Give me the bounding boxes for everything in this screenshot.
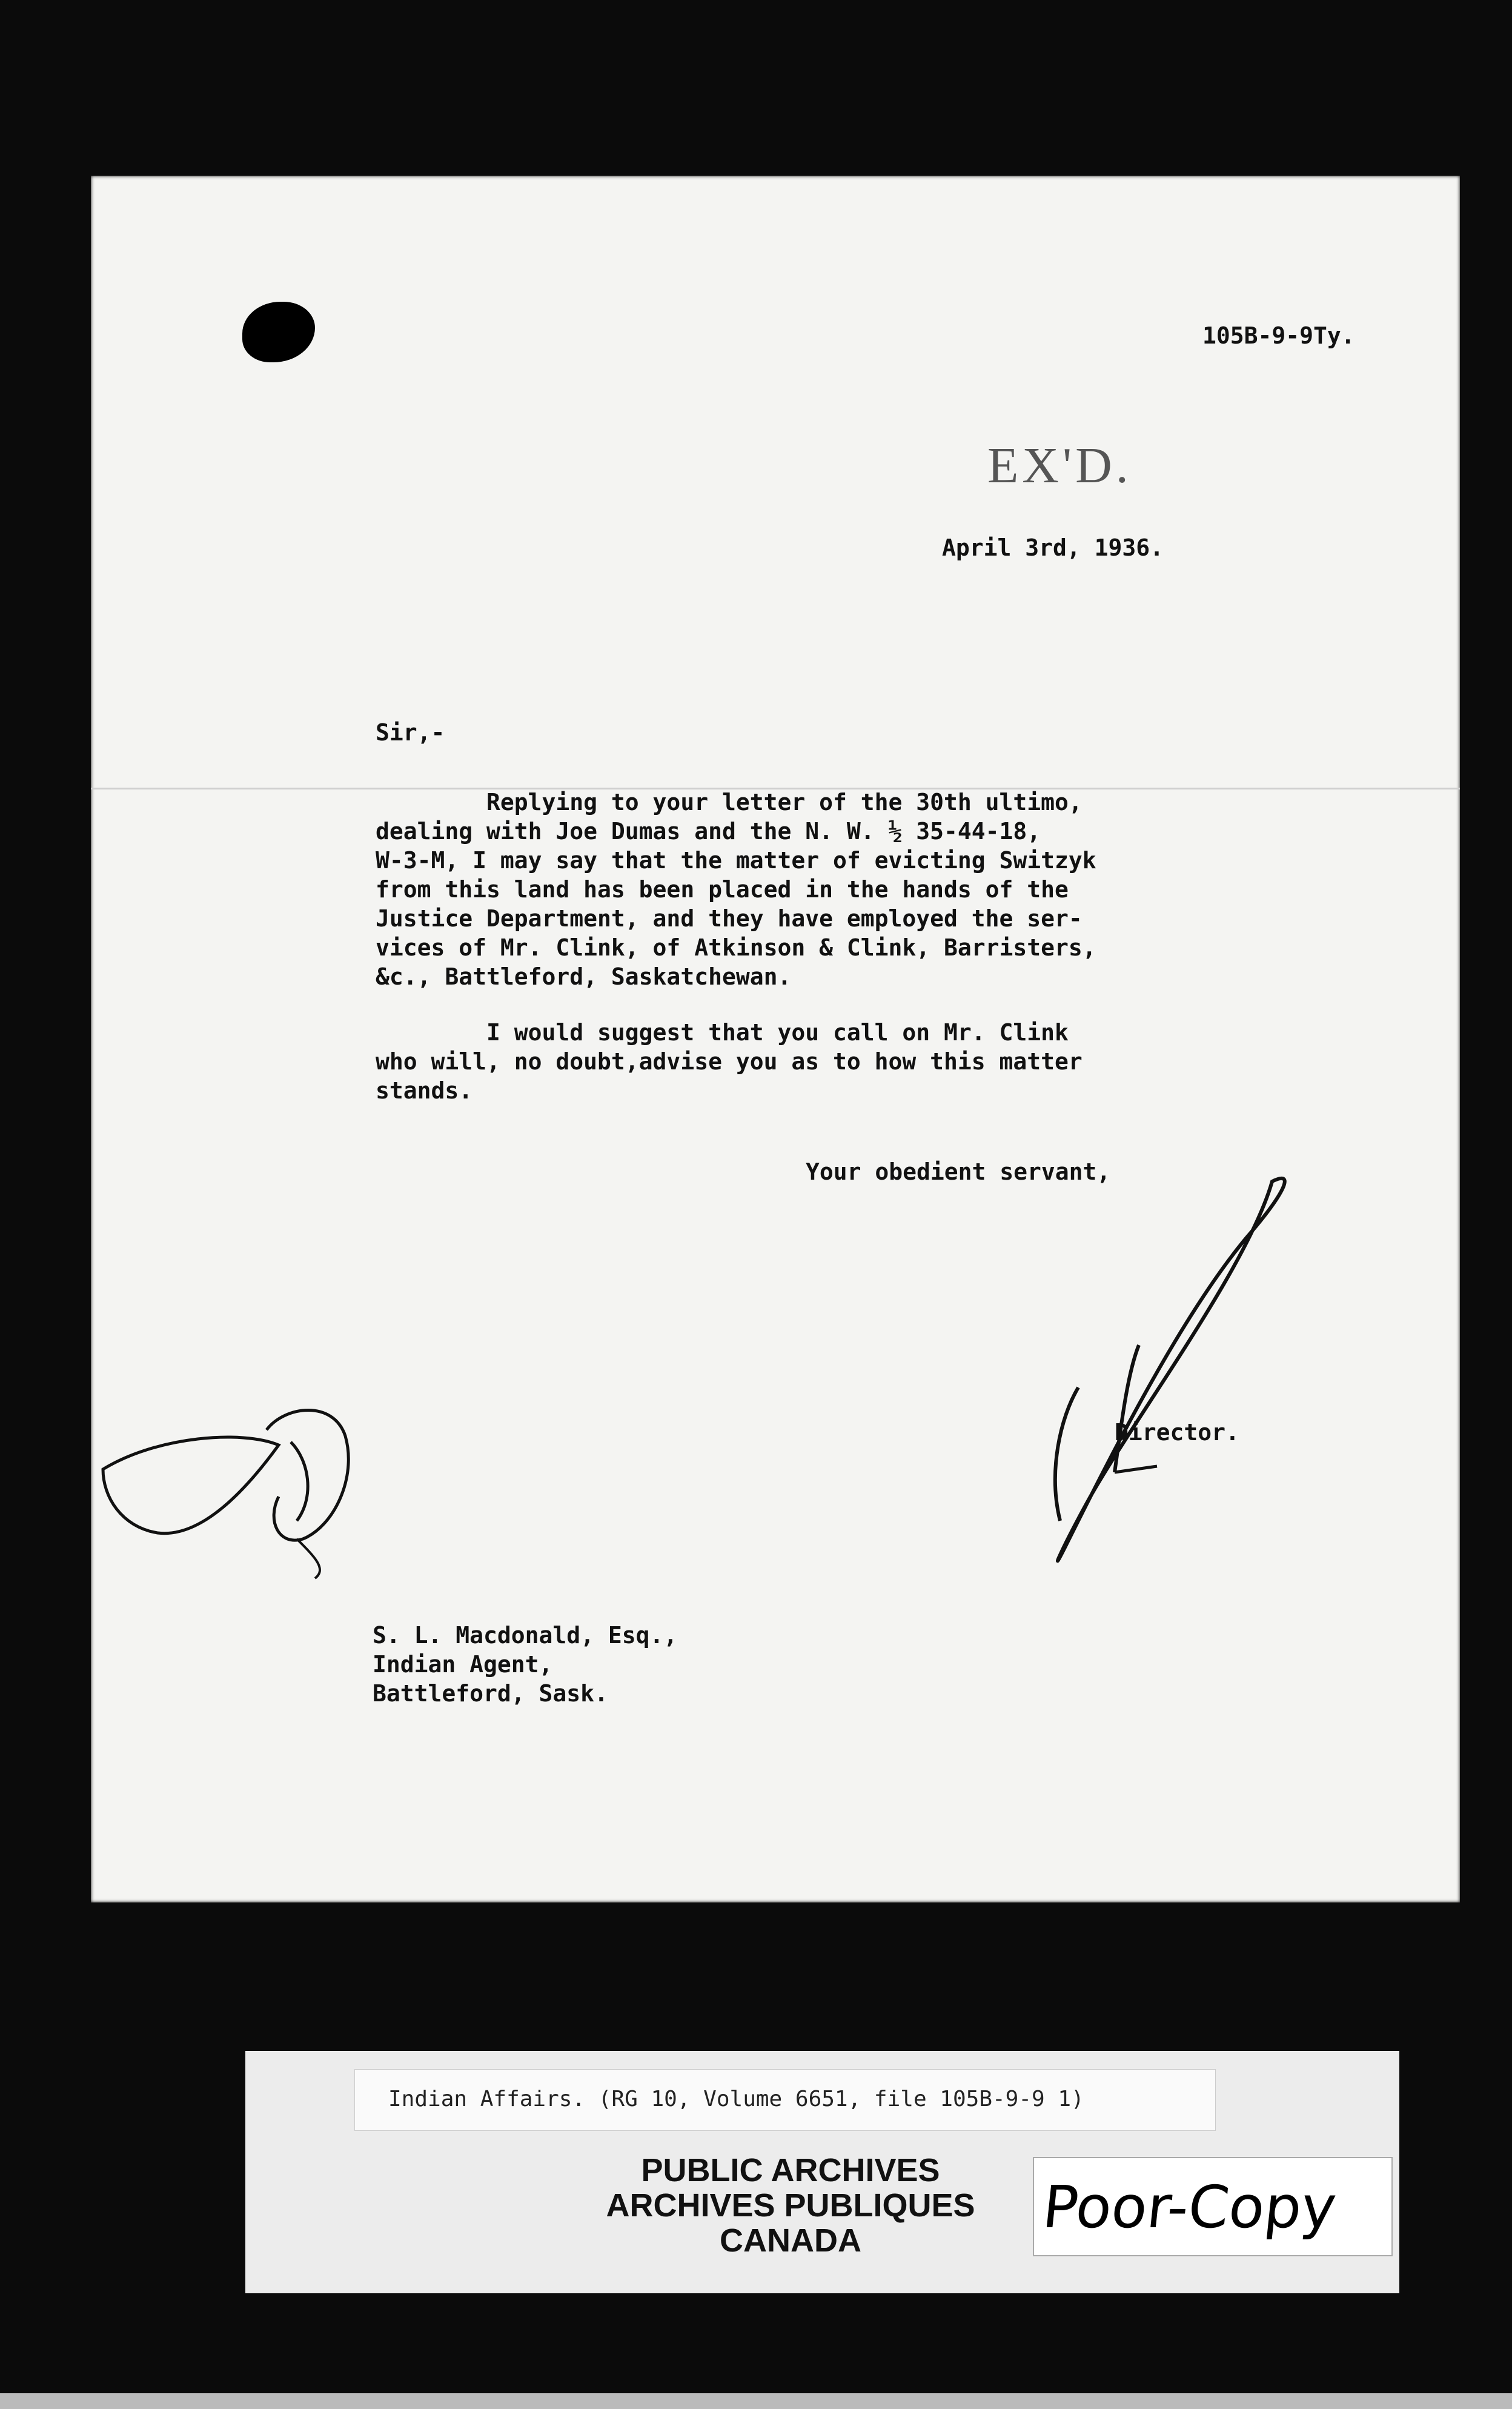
address-line: Indian Agent,: [373, 1651, 553, 1678]
paragraph-line: who will, no doubt,advise you as to how this matter: [376, 1048, 1083, 1075]
director-signature: [909, 1157, 1333, 1593]
paragraph-line: Replying to your letter of the 30th ultimo,: [376, 789, 1083, 816]
address-line: Battleford, Sask.: [373, 1680, 608, 1707]
paragraph-line: Justice Department, and they have employed the ser-: [376, 905, 1083, 932]
paragraph-line: from this land has been placed in the hands of the: [376, 876, 1069, 903]
letter-date: April 3rd, 1936.: [942, 534, 1164, 561]
archives-line: ARCHIVES PUBLIQUES: [606, 2187, 975, 2224]
letter-page: [91, 176, 1460, 1902]
archives-line: PUBLIC ARCHIVES: [641, 2152, 940, 2188]
paragraph-line: &c., Battleford, Saskatchewan.: [376, 963, 792, 990]
poor-copy-note: Poor-Copy: [1040, 2173, 1340, 2241]
poor-copy-tag: [1033, 2157, 1393, 2256]
salutation: Sir,-: [376, 719, 445, 746]
scan-border: [0, 2393, 1512, 2409]
paragraph-line: I would suggest that you call on Mr. Clink: [376, 1019, 1069, 1046]
address-line: S. L. Macdonald, Esq.,: [373, 1622, 678, 1649]
examined-stamp: EX'D.: [987, 437, 1132, 494]
reference-tag: [354, 2069, 1216, 2131]
signatory-title: Director.: [1115, 1419, 1239, 1446]
paragraph-line: W-3-M, I may say that the matter of evicting Switzyk: [376, 847, 1096, 874]
initials-mark: [85, 1387, 424, 1581]
paragraph-line: stands.: [376, 1077, 473, 1104]
archives-line: CANADA: [720, 2222, 861, 2259]
paragraph-line: dealing with Joe Dumas and the N. W. ½ 35-44-18,: [376, 818, 1041, 845]
archive-reference: Indian Affairs. (RG 10, Volume 6651, file 105B-9-9 1): [388, 2087, 1084, 2112]
closing: Your obedient servant,: [806, 1158, 1111, 1185]
file-reference: 105B-9-9Ty.: [1202, 322, 1355, 349]
archives-stamp: [579, 2153, 1003, 2258]
paragraph-line: vices of Mr. Clink, of Atkinson & Clink, Barristers,: [376, 934, 1096, 961]
ink-blot: [242, 302, 315, 362]
archive-label: [245, 2051, 1399, 2293]
